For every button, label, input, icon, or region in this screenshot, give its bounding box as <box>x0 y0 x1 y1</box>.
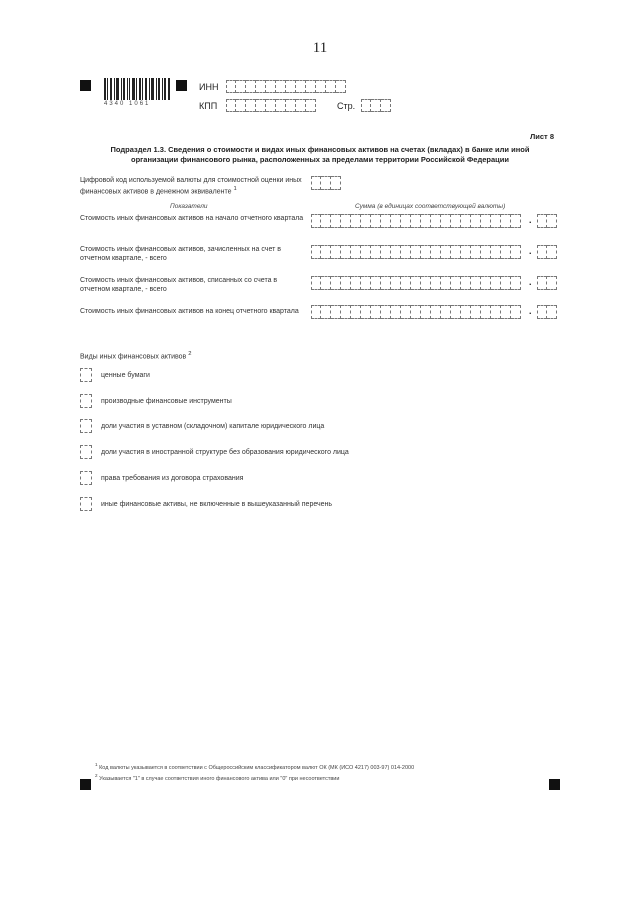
decimal-separator: . <box>529 215 532 225</box>
asset-type-label: доли участия в иностранной структуре без образования юридического лица <box>101 449 349 456</box>
asset-type-label: доли участия в уставном (складочном) капитале юридического лица <box>101 423 325 430</box>
asset-type-label: производные финансовые инструменты <box>101 398 232 405</box>
footnote-ref: 1 <box>233 186 237 192</box>
asset-type-label: иные финансовые активы, не включенные в вышеуказанный перечень <box>101 501 333 508</box>
asset-type-label: права требования из договора страхования <box>101 475 244 482</box>
inn-cells[interactable] <box>226 80 346 93</box>
amount-integer-cells[interactable] <box>311 305 521 319</box>
footnote: $^1$ Код валюты указывается в соответствии с Общероссийским классификатором валют ОК (МК (ИСО 4217) 003-97) 014-2000 <box>95 762 415 771</box>
decimal-separator: . <box>529 306 532 316</box>
page-label: Стр. <box>337 101 356 111</box>
page-number: 11 <box>312 40 328 56</box>
amount-integer-cells[interactable] <box>311 276 521 290</box>
asset-type-checkbox[interactable] <box>80 419 92 433</box>
page-number-cells[interactable] <box>361 99 391 112</box>
footnote-ref: 2 <box>188 351 192 357</box>
kpp-cells[interactable] <box>226 99 316 112</box>
decimal-separator: . <box>529 246 532 256</box>
sheet-label: Лист 8 <box>530 132 554 141</box>
row-label: Стоимость иных финансовых активов на начало отчетного квартала <box>80 215 304 222</box>
corner-marker <box>176 80 187 91</box>
amount-fraction-cells[interactable] <box>537 305 557 319</box>
asset-type-checkbox[interactable] <box>80 445 92 459</box>
currency-code-label: Цифровой код используемой валюты для стоимостной оценки иных финансовых активов в денежном эквиваленте $^1$ <box>80 177 302 196</box>
col-indicator-header: Показатели <box>170 203 208 210</box>
subsection-title: Подраздел 1.3. Сведения о стоимости и видах иных финансовых активов на счетах (вкладах) в банке или иной организации финансового рынка, расположенных за пределами территории Российской Федерации <box>110 145 530 164</box>
amount-fraction-cells[interactable] <box>537 276 557 290</box>
corner-marker <box>80 80 91 91</box>
barcode-number: 4340 1061 <box>104 101 151 107</box>
row-label: Стоимость иных финансовых активов на конец отчетного квартала <box>80 308 299 315</box>
kpp-label: КПП <box>199 101 218 111</box>
corner-marker <box>80 779 91 790</box>
asset-type-checkbox[interactable] <box>80 497 92 511</box>
asset-type-checkbox[interactable] <box>80 368 92 382</box>
currency-code-cells[interactable] <box>311 176 341 190</box>
barcode <box>104 78 170 100</box>
asset-type-checkbox[interactable] <box>80 394 92 408</box>
amount-integer-cells[interactable] <box>311 245 521 259</box>
asset-types-title: Виды иных финансовых активов $^2$ <box>80 351 192 361</box>
corner-marker <box>549 779 560 790</box>
asset-type-label: ценные бумаги <box>101 372 150 379</box>
inn-label: ИНН <box>199 82 219 92</box>
row-label: Стоимость иных финансовых активов, списанных со счета в отчетном квартале, - всего <box>80 277 278 293</box>
amount-fraction-cells[interactable] <box>537 214 557 228</box>
asset-type-checkbox[interactable] <box>80 471 92 485</box>
footnote: $^2$ Указывается "1" в случае соответствия иного финансового актива или "0" при несоответствии <box>95 773 340 782</box>
col-amount-header: Сумма (в единицах соответствующей валюты) <box>355 203 506 210</box>
decimal-separator: . <box>529 277 532 287</box>
row-label: Стоимость иных финансовых активов, зачисленных на счет в отчетном квартале, - всего <box>80 246 281 262</box>
amount-fraction-cells[interactable] <box>537 245 557 259</box>
amount-integer-cells[interactable] <box>311 214 521 228</box>
